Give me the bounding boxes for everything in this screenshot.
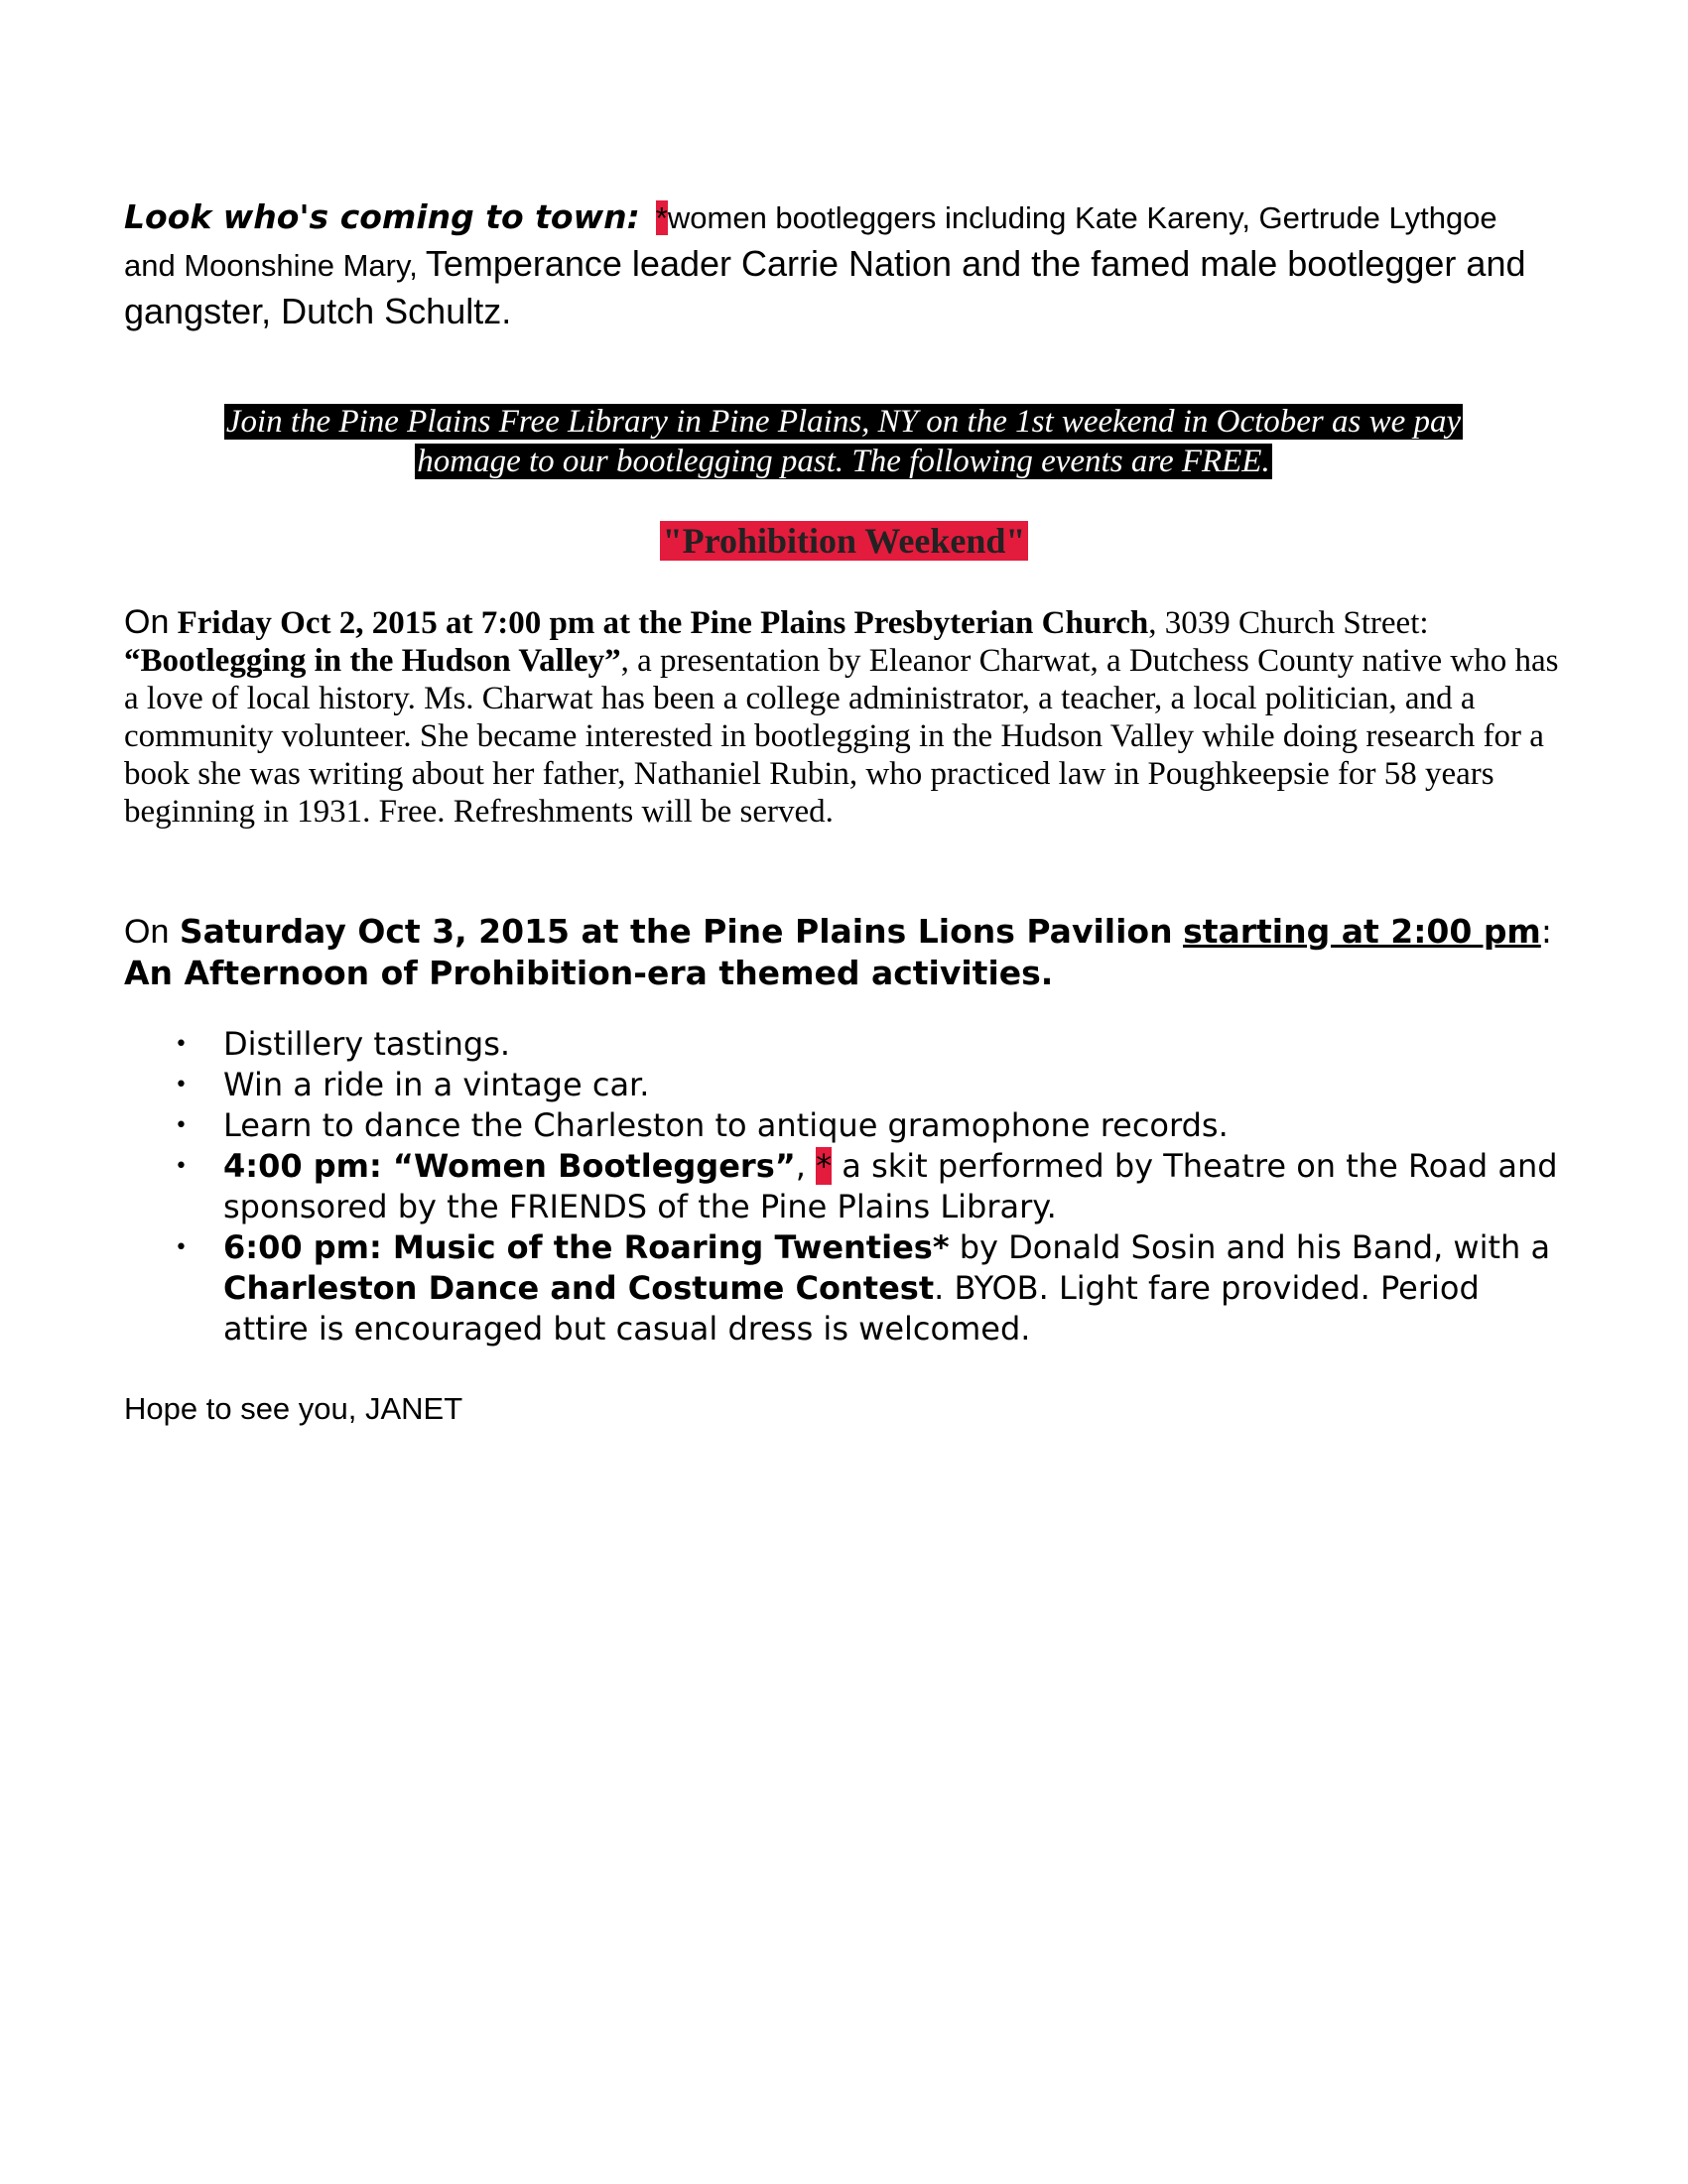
activity-text: Learn to dance the Charleston to antique gramophone records. bbox=[223, 1106, 1229, 1144]
activity-skit-time: 4:00 pm: “Women Bootleggers” bbox=[223, 1147, 796, 1185]
saturday-start-time: starting at 2:00 pm bbox=[1183, 912, 1541, 951]
list-item bbox=[175, 1227, 1573, 1349]
saturday-headline: An Afternoon of Prohibition-era themed activities. bbox=[124, 954, 1054, 992]
friday-address: , 3039 Church Street: bbox=[1148, 605, 1429, 641]
activity-contest: Charleston Dance and Costume Contest bbox=[223, 1269, 935, 1307]
activity-skit-asterisk: * bbox=[816, 1147, 833, 1185]
join-banner bbox=[119, 402, 1568, 481]
activity-text: Win a ride in a vintage car. bbox=[223, 1066, 650, 1103]
list-item bbox=[175, 1105, 1573, 1146]
activity-music-details: . BYOB. Light fare provided. Period attire is encouraged but casual dress is welcomed. bbox=[223, 1269, 1480, 1348]
bullet-icon: • bbox=[175, 1235, 188, 1260]
page-title-text: "Prohibition Weekend" bbox=[660, 521, 1029, 561]
activity-music-band: by Donald Sosin and his Band, with a bbox=[949, 1228, 1551, 1266]
join-banner-line2: homage to our bootlegging past. The following events are FREE. bbox=[417, 444, 1270, 479]
bullet-icon: • bbox=[175, 1032, 188, 1057]
bullet-icon: • bbox=[175, 1073, 188, 1097]
saturday-when-where: Saturday Oct 3, 2015 at the Pine Plains Lions Pavilion bbox=[179, 912, 1173, 951]
page-title bbox=[0, 517, 1688, 565]
list-item bbox=[175, 1146, 1573, 1227]
signoff: Hope to see you, JANET bbox=[124, 1391, 463, 1426]
bullet-icon: • bbox=[175, 1113, 188, 1138]
friday-on: On bbox=[124, 603, 170, 641]
activity-skit-comma: , bbox=[795, 1147, 806, 1185]
list-item bbox=[175, 1024, 1573, 1065]
friday-talk-title: “Bootlegging in the Hudson Valley” bbox=[124, 643, 621, 679]
intro-large-text: Temperance leader Carrie Nation and the famed male bootlegger and gangster, Dutch Schultz. bbox=[124, 243, 1526, 331]
activity-text: Distillery tastings. bbox=[223, 1025, 511, 1063]
activity-music-title: 6:00 pm: Music of the Roaring Twenties* bbox=[223, 1228, 950, 1266]
saturday-on: On bbox=[124, 913, 170, 951]
intro-paragraph bbox=[124, 194, 1553, 335]
intro-asterisk: * bbox=[655, 200, 668, 235]
activities-list bbox=[124, 1024, 1573, 1349]
intro-small-text: women bootleggers including Kate Kareny, Gertrude Lythgoe and Moonshine Mary, bbox=[124, 200, 1497, 283]
join-banner-line1: Join the Pine Plains Free Library in Pine Plains, NY on the 1st weekend in October as we pay bbox=[225, 404, 1462, 440]
saturday-event bbox=[124, 911, 1573, 993]
bullet-icon: • bbox=[175, 1154, 188, 1179]
list-item bbox=[175, 1065, 1573, 1105]
intro-lead-in: Look who's coming to town: bbox=[124, 197, 640, 236]
friday-event bbox=[124, 603, 1573, 831]
friday-description: , a presentation by Eleanor Charwat, a Dutchess County native who has a love of local history. Ms. Charwat has been a college administrator, a teacher, a local politician, and a community volunteer. She became interested in bootlegging in the Hudson Valley while doing research for a book she was writing about her father, Nathaniel Rubin, who practiced law in Poughkeepsie for 58 years beginning in 1931. Free. Refreshments will be served. bbox=[124, 643, 1559, 830]
friday-when-where: Friday Oct 2, 2015 at 7:00 pm at the Pine Plains Presbyterian Church bbox=[177, 605, 1149, 641]
activity-skit-text: a skit performed by Theatre on the Road and sponsored by the FRIENDS of the Pine Plains Library. bbox=[223, 1147, 1558, 1225]
saturday-colon: : bbox=[1540, 912, 1552, 951]
